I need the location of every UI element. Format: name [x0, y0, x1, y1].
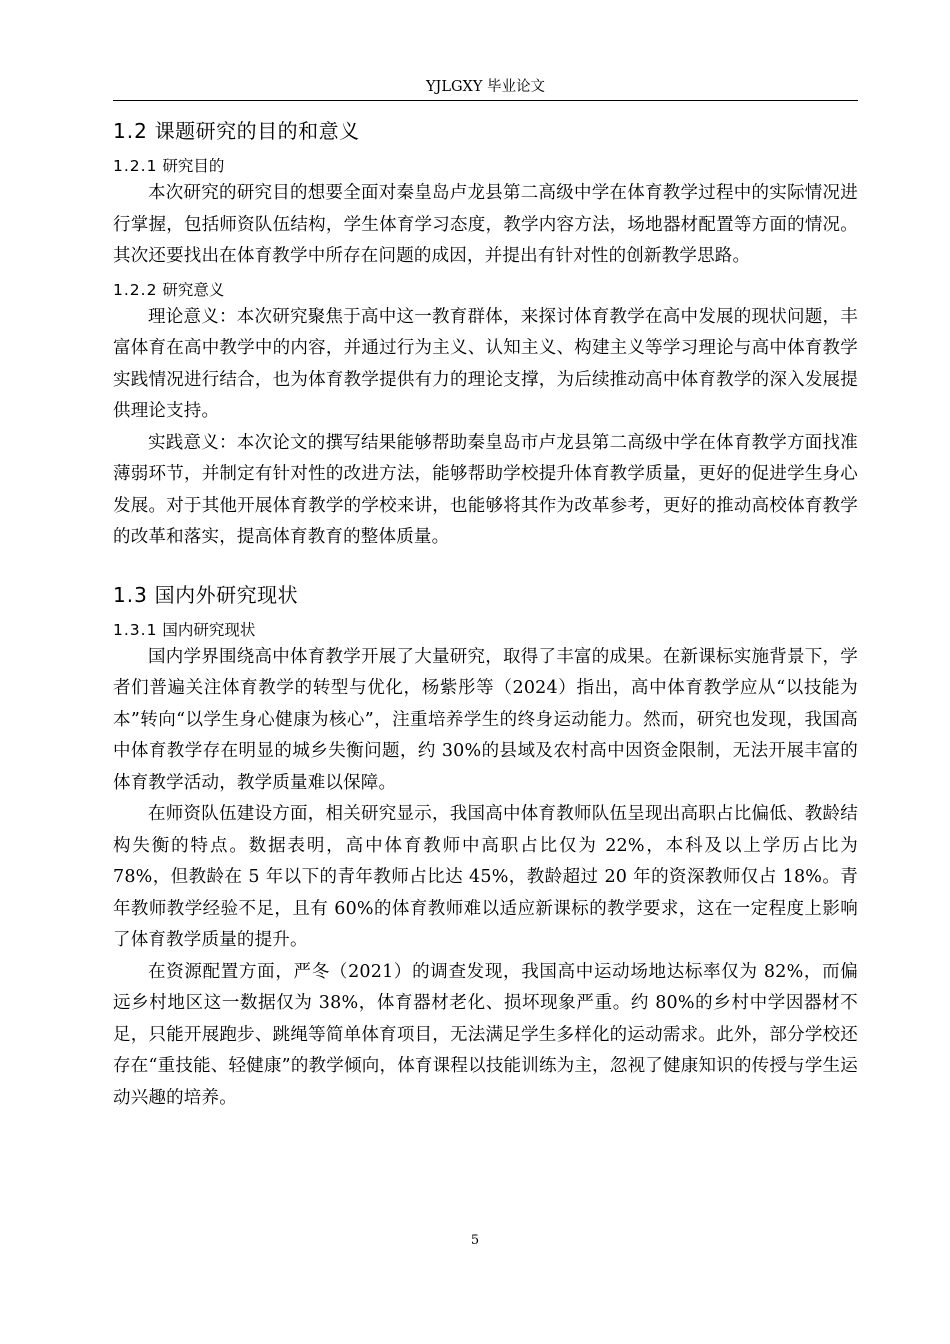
header-rule: [113, 100, 858, 101]
paragraph: 理论意义：本次研究聚焦于高中这一教育群体，来探讨体育教学在高中发展的现状问题，丰富体育在高中教学中的内容，并通过行为主义、认知主义、构建主义等学习理论与高中体育教学实践情况进行结合，也为体育教学提供有力的理论支撑，为后续推动高中体育教学的深入发展提供理论支持。: [113, 306, 858, 421]
subsection-heading-1-2-1: [113, 154, 858, 178]
subsection-title: 研究目的: [162, 157, 225, 175]
section-title: 国内外研究现状: [154, 582, 299, 607]
subsection-number: 1.2.2: [113, 280, 158, 299]
subsection-heading-1-3-1: [113, 618, 858, 642]
page-number: 5: [470, 1233, 480, 1248]
section-number: 1.3: [113, 582, 148, 607]
paragraph: 实践意义：本次论文的撰写结果能够帮助秦皇岛市卢龙县第二高级中学在体育教学方面找准薄弱环节，并制定有针对性的改进方法，能够帮助学校提升体育教学质量，更好的促进学生身心发展。对于其他开展体育教学的学校来讲，也能够将其作为改革参考，更好的推动高校体育教学的改革和落实，提高体育教育的整体质量。: [113, 432, 858, 547]
subsection-title: 研究意义: [162, 280, 225, 299]
running-header: YJLGXY 毕业论文: [425, 79, 546, 95]
section-heading-1-3: [113, 580, 858, 610]
paragraph: 在资源配置方面，严冬（2021）的调查发现，我国高中运动场地达标率仅为 82%，而偏远乡村地区这一数据仅为 38%，体育器材老化、损坏现象严重。约 80%的乡村中学因器材不足，只能开展跑步、跳绳等简单体育项目，无法满足学生多样化的运动需求。此外，部分学校还存在“重技能、轻健康”的教学倾向，体育课程以技能训练为主，忽视了健康知识的传授与学生运动兴趣的培养。: [113, 961, 858, 1108]
paragraph: 本次研究的研究目的想要全面对秦皇岛卢龙县第二高级中学在体育教学过程中的实际情况进行掌握，包括师资队伍结构，学生体育学习态度，教学内容方法，场地器材配置等方面的情况。其次还要找出在体育教学中所存在问题的成因，并提出有针对性的创新教学思路。: [113, 183, 858, 266]
page-body: [113, 116, 858, 1114]
subsection-title: 国内研究现状: [162, 620, 256, 639]
subsection-number: 1.3.1: [113, 620, 158, 639]
section-title: 课题研究的目的和意义: [154, 119, 360, 143]
subsection-heading-1-2-2: [113, 278, 858, 302]
paragraph: 国内学界围绕高中体育教学开展了大量研究，取得了丰富的成果。在新课标实施背景下，学者们普遍关注体育教学的转型与优化，杨紫彤等（2024）指出，高中体育教学应从“以技能为本”转向“以学生身心健康为核心”，注重培养学生的终身运动能力。然而，研究也发现，我国高中体育教学存在明显的城乡失衡问题，约 30%的县域及农村高中因资金限制，无法开展丰富的体育教学活动，教学质量难以保障。: [113, 646, 858, 793]
subsection-number: 1.2.1: [113, 157, 158, 175]
section-heading-1-2: [113, 116, 858, 146]
section-number: 1.2: [113, 119, 148, 143]
paragraph: 在师资队伍建设方面，相关研究显示，我国高中体育教师队伍呈现出高职占比偏低、教龄结构失衡的特点。数据表明，高中体育教师中高职占比仅为 22%，本科及以上学历占比为 78%，但教龄在 5 年以下的青年教师占比达 45%，教龄超过 20 年的资深教师仅占 18%。青年教师教学经验不足，且有 60%的体育教师难以适应新课标的教学要求，这在一定程度上影响了体育教学质量的提升。: [113, 804, 858, 950]
